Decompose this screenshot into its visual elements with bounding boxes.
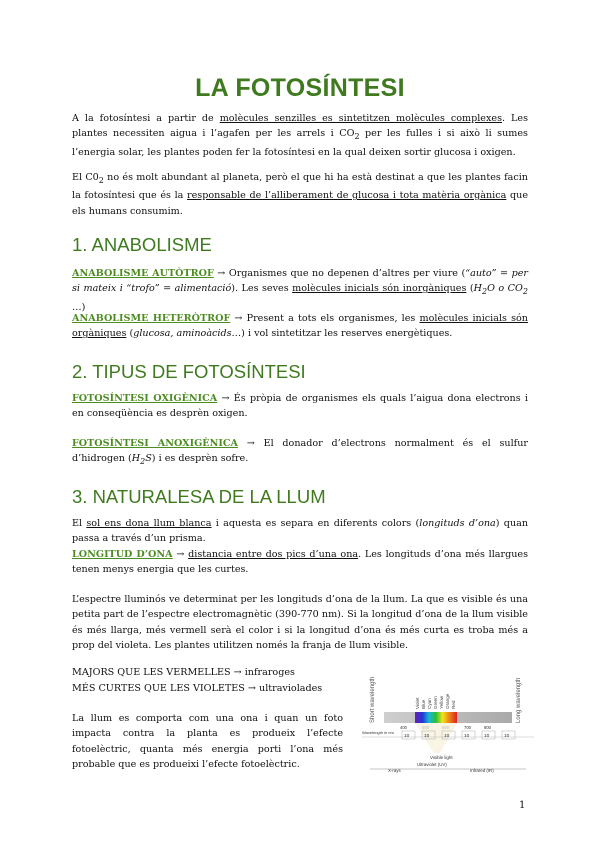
- power-label-4: 10: [464, 734, 470, 739]
- page-title: LA FOTOSÍNTESI: [195, 74, 405, 102]
- llum-blanca-paragraph: El sol ens dona llum blanca i aquesta es separa en diferents colors (longituds d’ona) quan passa a través d’un prisma.: [72, 518, 529, 545]
- color-label-violet: Violet: [415, 697, 420, 709]
- electromagnetic-spectrum-figure: [362, 675, 534, 785]
- espectre-paragraph: L’espectre lluminós ve determinat per les longituds d’ona de la llum. La que es visible és una petita part de l’espectre electromagnètic (390-770 nm). Si la longitud d’ona de la llum visible és més llarga, més vermell serà el color i si la longitud d’ona és més curta es troba més a prop del violeta. Les plantes utilitzen només la franja de llum visible.: [72, 594, 528, 652]
- section-heading-naturalesa-llum: 3. NATURALESA DE LA LLUM: [72, 486, 326, 507]
- visible-light-label: Visible light: [430, 755, 453, 760]
- power-label-5: 10: [484, 734, 490, 739]
- anabolisme-autotrof-paragraph: ANABOLISME AUTÒTROF → Organismes que no depenen d’altres per viure (“auto” = per si mateix i “trofo” = alimentació). Les seves molècules inicials són inorgàniques ($H_2O$ o $CO_2$ …): [72, 268, 528, 313]
- power-label-3: 10: [444, 734, 450, 739]
- xrays-label: X-rays: [388, 768, 401, 773]
- long-wavelength-label: Long wavelength: [516, 677, 522, 723]
- wavelength-nm-label: Wavelength in nm: [362, 730, 394, 735]
- tick-label-400: 400: [400, 725, 407, 730]
- color-label-cyan: Cyan: [427, 698, 432, 709]
- infraroges-line: MAJORS QUE LES VERMELLES → infraroges: [72, 667, 295, 678]
- ultraviolades-line: MÉS CURTES QUE LES VIOLETES → ultraviolades: [72, 683, 323, 694]
- color-label-orange: Orange: [445, 693, 450, 709]
- tick-label-700: 700: [464, 725, 471, 730]
- section-heading-anabolisme: 1. ANABOLISME: [72, 234, 212, 255]
- fotosintesi-oxigenica-paragraph: FOTOSÍNTESI OXIGÈNICA → És pròpia de organismes els quals l’aigua dona electrons i en conseqüència es desprèn oxigen.: [72, 393, 528, 420]
- fotosintesi-anoxigenica-paragraph: FOTOSÍNTESI ANOXIGÈNICA → El donador d’electrons normalment és el sulfur d’hidrogen $(H_2S)$ i es desprèn sofre.: [72, 438, 528, 467]
- color-label-blue: Blue: [421, 699, 426, 709]
- anabolisme-heterotrof-paragraph: ANABOLISME HETERÒTROF → Present a tots els organismes, les molècules inicials són orgàniques (glucosa, aminoàcids…) i vol sintetitzar les reserves energètiques.: [72, 313, 528, 340]
- color-label-yellow: Yellow: [439, 695, 444, 709]
- color-label-red: Red: [451, 700, 456, 709]
- longitud-ona-paragraph: LONGITUD D’ONA → distancia entre dos pics d’una ona. Les longituds d’ona més llargues tenen menys energia que les curtes.: [72, 549, 529, 576]
- color-label-green: Green: [433, 696, 438, 709]
- power-label-1: 10: [404, 734, 410, 739]
- efecte-fotoelectric-paragraph: La llum es comporta com una ona i quan un foto impacta contra la planta es produeix l’efecte fotoelèctric, quanta més energia porti l’ona més probable que es produeixi l’efecte fotoelèctric.: [72, 713, 343, 771]
- intro-paragraph-2: El $C0_2$ no és molt abundant al planeta, però el que hi ha està destinat a que les plantes facin la fotosíntesi que és la responsable de l’alliberament de glucosa i tota matèria orgànica que els humans consumim.: [72, 172, 528, 217]
- visible-spectrum-bar: [415, 712, 457, 723]
- section-heading-tipus-fotosintesi: 2. TIPUS DE FOTOSÍNTESI: [72, 361, 306, 382]
- infrared-label: Infrared (IR): [470, 768, 494, 773]
- page-number: 1: [519, 800, 526, 811]
- ultraviolet-label: Ultraviolet (UV): [417, 762, 447, 767]
- tick-label-800: 800: [484, 725, 491, 730]
- power-label-6: 10: [504, 734, 510, 739]
- visible-light-funnel: [415, 723, 457, 753]
- power-label-2: 10: [424, 734, 430, 739]
- short-wavelength-label: Short wavelength: [370, 676, 376, 723]
- intro-paragraph-1: A la fotosíntesi a partir de molècules senzilles es sintetitzen molècules complexes. Les plantes necessiten aigua i l’agafen per les arrels i $CO_2$ per les fulles i si això li sumes l’energia solar, les plantes poden fer la fotosíntesi en la qual deixen sortir glucosa i oxigen.: [72, 113, 528, 158]
